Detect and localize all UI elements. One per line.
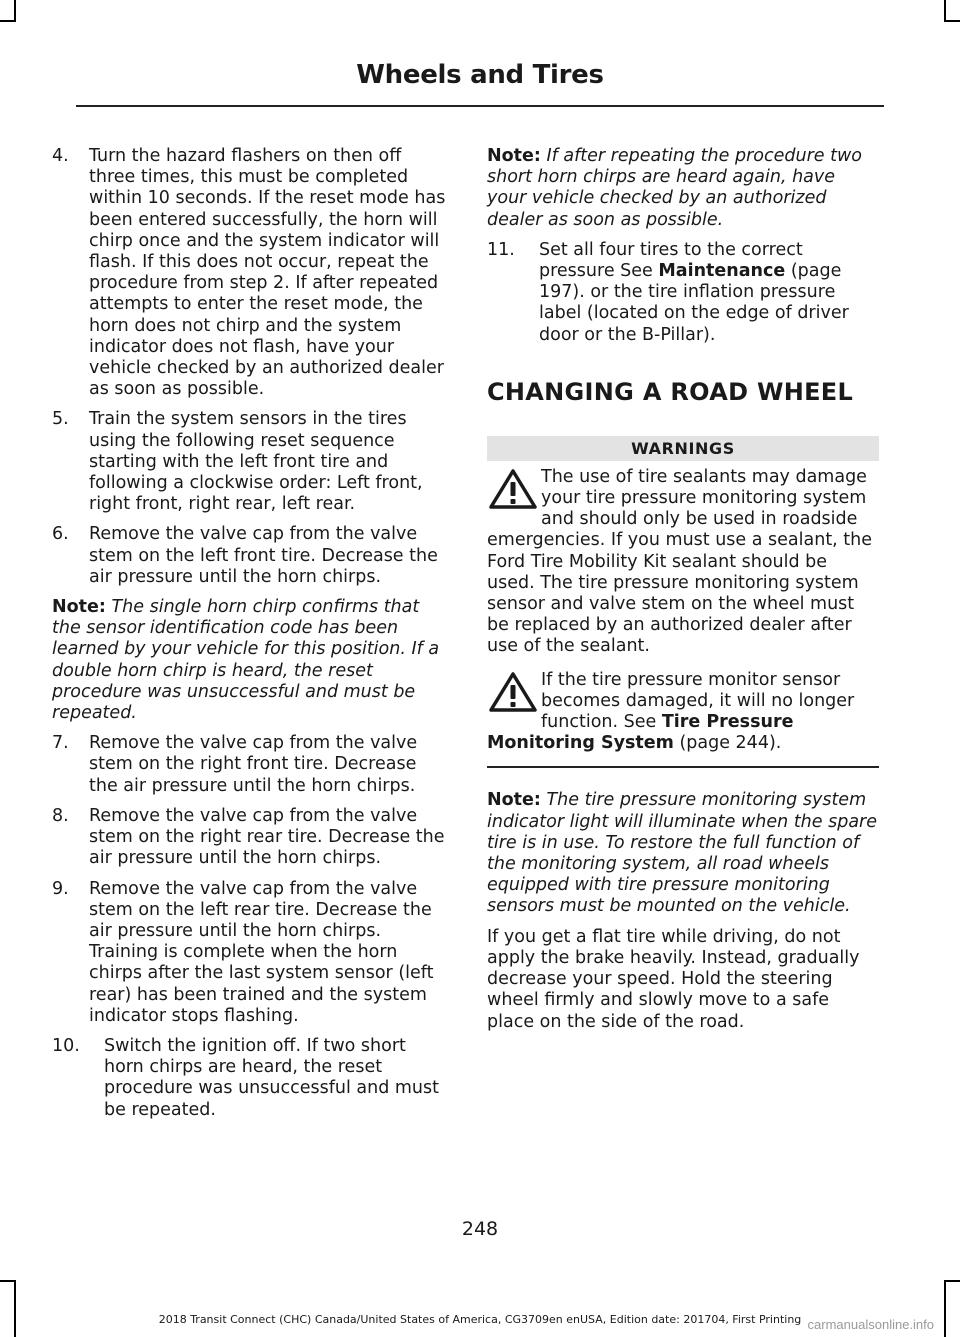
warnings-divider	[487, 766, 879, 768]
left-column	[52, 146, 448, 1130]
step-text: Remove the valve cap from the valve stem on the right front tire. Decrease the air pressure until the horn chirps.	[89, 733, 418, 796]
step-number: 11.	[487, 239, 515, 260]
warning-block	[487, 467, 879, 658]
step-text-cont: (page 197). or the tire inflation pressure label (located on the edge of driver door or the B-Pillar).	[539, 261, 849, 345]
step-text: Remove the valve cap from the valve stem on the left front tire. Decrease the air pressure until the horn chirps.	[89, 524, 438, 587]
maintenance-link[interactable]: Maintenance	[658, 261, 786, 282]
body-paragraph: If you get a flat tire while driving, do not apply the brake heavily. Instead, gradually decrease your speed. Hold the steering wheel firmly and slowly move to a safe place on the side of the road.	[487, 926, 860, 1032]
crop-mark	[944, 1280, 946, 1337]
crop-mark	[944, 1280, 960, 1282]
tpms-link[interactable]: Tire Pressure Monitoring System	[487, 712, 794, 754]
step-number: 9.	[52, 878, 69, 899]
warning-triangle-icon	[487, 467, 539, 511]
note-label: Note:	[487, 146, 541, 166]
step-text: Switch the ignition off. If two short horn chirps are heard, the reset procedure was unsuccessful and must be repeated.	[104, 1035, 439, 1120]
crop-mark	[0, 1280, 16, 1282]
step-text: Remove the valve cap from the valve stem on the left rear tire. Decrease the air pressure until the horn chirps. Training is complete when the horn chirps after the last system sensor (left rear) has been trained and the system indicator stops flashing.	[89, 878, 434, 1026]
step-text: Set all four tires to the correct pressure See	[539, 239, 803, 282]
warning-triangle-icon	[487, 670, 539, 714]
note-label: Note:	[52, 597, 106, 618]
note-paragraph	[487, 790, 879, 917]
step-number: 6.	[52, 524, 69, 545]
list-item	[52, 146, 448, 400]
warning-text: The use of tire sealants may damage your tire pressure monitoring system and should only be used in roadside emergencies. If you must use a sealant, the Ford Tire Mobility Kit sealant should be used. The tire pressure monitoring system sensor and valve stem on the wheel must be replaced by an authorized dealer after use of the sealant.	[487, 466, 873, 657]
step-number: 8.	[52, 805, 69, 826]
warnings-header: WARNINGS	[487, 436, 879, 461]
page-title: Wheels and Tires	[356, 60, 604, 90]
list-item	[487, 240, 879, 346]
step-text: Train the system sensors in the tires using the following reset sequence starting with the left front tire and following a clockwise order: Left front, right front, right rear, left rear.	[89, 409, 423, 515]
crop-mark	[0, 20, 16, 22]
crop-mark	[14, 0, 16, 22]
right-column	[487, 146, 879, 1042]
list-item	[52, 733, 448, 797]
step-number: 10.	[52, 1035, 80, 1056]
list-item	[52, 879, 448, 1027]
warning-text: If the tire pressure monitor sensor becomes damaged, it will no longer function. See	[541, 669, 855, 733]
warning-block	[487, 670, 879, 755]
page-number: 248	[461, 1218, 499, 1240]
list-item	[52, 524, 448, 588]
crop-mark	[944, 20, 960, 22]
header-divider	[76, 105, 884, 107]
watermark: carmanualsonline.info	[807, 1317, 934, 1332]
note-text: The tire pressure monitoring system indicator light will illuminate when the spare tire is in use. To restore the full function of the monitoring system, all road wheels equipped with tire pressure monitoring sensors must be mounted on the vehicle.	[487, 790, 878, 917]
step-number: 4.	[52, 146, 69, 166]
list-item	[52, 1036, 448, 1121]
list-item	[52, 409, 448, 515]
warning-text-cont: (page 244).	[673, 733, 782, 754]
note-paragraph	[52, 597, 448, 724]
list-item	[52, 806, 448, 870]
footer-text: 2018 Transit Connect (CHC) Canada/United States of America, CG3709en enUSA, Edition date: 201704, First Printing	[158, 1313, 802, 1326]
crop-mark	[944, 0, 946, 22]
note-label: Note:	[487, 790, 541, 811]
note-text: If after repeating the procedure two short horn chirps are heard again, have your vehicle checked by an authorized dealer as soon as possible.	[487, 146, 862, 230]
step-text: Remove the valve cap from the valve stem on the right rear tire. Decrease the air pressure until the horn chirps.	[89, 805, 445, 869]
note-paragraph	[487, 146, 879, 231]
note-text: The single horn chirp confirms that the sensor identification code has been learned by your vehicle for this position. If a double horn chirp is heard, the reset procedure was unsuccessful and must be repeated.	[52, 597, 440, 724]
section-heading: CHANGING A ROAD WHEEL	[487, 377, 854, 406]
step-number: 7.	[52, 733, 69, 754]
step-text: Turn the hazard flashers on then off three times, this must be completed within 10 seconds. If the reset mode has been entered successfully, the horn will chirp once and the system indicator will flash. If this does not occur, repeat the procedure from step 2. If after repeated attempts to enter the reset mode, the horn does not chirp and the system indicator does not flash, have your vehicle checked by an authorized dealer as soon as possible.	[89, 146, 446, 400]
crop-mark	[14, 1280, 16, 1337]
step-number: 5.	[52, 409, 69, 430]
